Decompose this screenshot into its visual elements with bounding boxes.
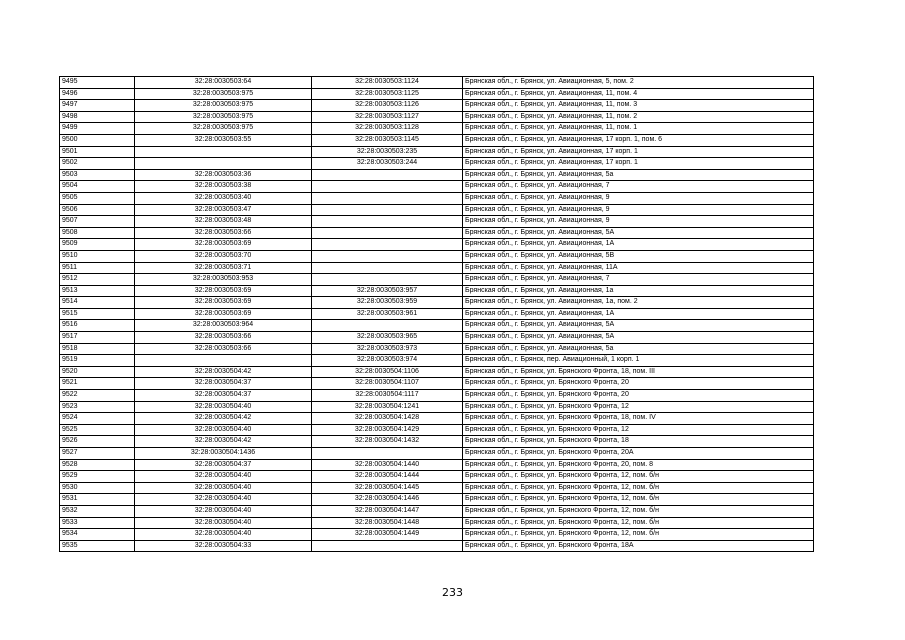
row-number-cell: 9516 xyxy=(60,320,135,332)
row-number-cell: 9531 xyxy=(60,494,135,506)
table-row xyxy=(60,424,814,436)
address-cell: Брянская обл., г. Брянск, ул. Авиационная, 9 xyxy=(463,216,814,228)
object-number-cell: 32:28:0030504:1429 xyxy=(312,424,463,436)
row-number-cell: 9535 xyxy=(60,540,135,552)
address-cell: Брянская обл., г. Брянск, ул. Авиационная, 1а, пом. 2 xyxy=(463,297,814,309)
object-number-cell xyxy=(312,320,463,332)
object-number-cell: 32:28:0030503:1125 xyxy=(312,88,463,100)
address-cell: Брянская обл., г. Брянск, ул. Брянского Фронта, 18А xyxy=(463,540,814,552)
row-number-cell: 9513 xyxy=(60,285,135,297)
object-number-cell: 32:28:0030504:1446 xyxy=(312,494,463,506)
address-cell: Брянская обл., г. Брянск, ул. Авиационная, 17 корп. 1 xyxy=(463,158,814,170)
table-row xyxy=(60,250,814,262)
table-row xyxy=(60,204,814,216)
table-row xyxy=(60,169,814,181)
table-row xyxy=(60,123,814,135)
cadastral-number-cell: 32:28:0030504:40 xyxy=(135,505,312,517)
object-number-cell: 32:28:0030503:1145 xyxy=(312,134,463,146)
address-cell: Брянская обл., г. Брянск, ул. Авиационная, 5а xyxy=(463,343,814,355)
cadastral-number-cell: 32:28:0030503:47 xyxy=(135,204,312,216)
address-cell: Брянская обл., г. Брянск, ул. Авиационная, 9 xyxy=(463,204,814,216)
address-cell: Брянская обл., г. Брянск, ул. Авиационная, 17 корп. 1, пом. 6 xyxy=(463,134,814,146)
table-row xyxy=(60,111,814,123)
address-cell: Брянская обл., г. Брянск, ул. Брянского Фронта, 12, пом. б/н xyxy=(463,494,814,506)
cadastral-number-cell: 32:28:0030504:37 xyxy=(135,390,312,402)
cadastral-number-cell: 32:28:0030503:70 xyxy=(135,250,312,262)
table-row xyxy=(60,448,814,460)
object-number-cell: 32:28:0030503:957 xyxy=(312,285,463,297)
cadastral-number-cell: 32:28:0030504:37 xyxy=(135,459,312,471)
row-number-cell: 9525 xyxy=(60,424,135,436)
row-number-cell: 9509 xyxy=(60,239,135,251)
address-cell: Брянская обл., г. Брянск, ул. Авиационная, 5а xyxy=(463,169,814,181)
table-row xyxy=(60,134,814,146)
row-number-cell: 9514 xyxy=(60,297,135,309)
address-cell: Брянская обл., г. Брянск, ул. Брянского Фронта, 12, пом. б/н xyxy=(463,505,814,517)
cadastral-number-cell: 32:28:0030504:1436 xyxy=(135,448,312,460)
object-number-cell xyxy=(312,239,463,251)
row-number-cell: 9519 xyxy=(60,355,135,367)
object-number-cell: 32:28:0030503:244 xyxy=(312,158,463,170)
object-number-cell xyxy=(312,540,463,552)
cadastral-number-cell: 32:28:0030503:975 xyxy=(135,100,312,112)
table-row xyxy=(60,274,814,286)
table-row xyxy=(60,482,814,494)
row-number-cell: 9500 xyxy=(60,134,135,146)
address-cell: Брянская обл., г. Брянск, ул. Авиационная, 11, пом. 2 xyxy=(463,111,814,123)
address-cell: Брянская обл., г. Брянск, ул. Авиационная, 11А xyxy=(463,262,814,274)
object-number-cell: 32:28:0030504:1106 xyxy=(312,366,463,378)
object-number-cell: 32:28:0030504:1448 xyxy=(312,517,463,529)
address-cell: Брянская обл., г. Брянск, ул. Авиационная, 1А xyxy=(463,239,814,251)
cadastral-number-cell: 32:28:0030504:33 xyxy=(135,540,312,552)
cadastral-number-cell: 32:28:0030503:71 xyxy=(135,262,312,274)
row-number-cell: 9510 xyxy=(60,250,135,262)
table-row xyxy=(60,413,814,425)
table-row xyxy=(60,343,814,355)
cadastral-number-cell: 32:28:0030503:69 xyxy=(135,297,312,309)
table-row xyxy=(60,540,814,552)
object-number-cell xyxy=(312,204,463,216)
table-row xyxy=(60,146,814,158)
table-row xyxy=(60,158,814,170)
address-cell: Брянская обл., г. Брянск, ул. Авиационная, 11, пом. 3 xyxy=(463,100,814,112)
row-number-cell: 9504 xyxy=(60,181,135,193)
row-number-cell: 9533 xyxy=(60,517,135,529)
address-cell: Брянская обл., г. Брянск, ул. Брянского Фронта, 20, пом. 8 xyxy=(463,459,814,471)
row-number-cell: 9529 xyxy=(60,471,135,483)
object-number-cell: 32:28:0030503:965 xyxy=(312,332,463,344)
row-number-cell: 9507 xyxy=(60,216,135,228)
address-cell: Брянская обл., г. Брянск, ул. Брянского Фронта, 12, пом. б/н xyxy=(463,529,814,541)
row-number-cell: 9522 xyxy=(60,390,135,402)
table-row xyxy=(60,297,814,309)
object-number-cell: 32:28:0030503:1124 xyxy=(312,77,463,89)
address-cell: Брянская обл., г. Брянск, ул. Брянского Фронта, 20 xyxy=(463,390,814,402)
table-row xyxy=(60,366,814,378)
address-cell: Брянская обл., г. Брянск, ул. Авиационная, 1а xyxy=(463,285,814,297)
cadastral-number-cell xyxy=(135,146,312,158)
cadastral-number-cell: 32:28:0030504:42 xyxy=(135,413,312,425)
table-body xyxy=(60,77,814,552)
object-number-cell: 32:28:0030503:959 xyxy=(312,297,463,309)
object-number-cell xyxy=(312,216,463,228)
address-cell: Брянская обл., г. Брянск, ул. Авиационная, 5А xyxy=(463,227,814,239)
object-number-cell: 32:28:0030504:1449 xyxy=(312,529,463,541)
table-row xyxy=(60,332,814,344)
row-number-cell: 9501 xyxy=(60,146,135,158)
table-row xyxy=(60,320,814,332)
address-cell: Брянская обл., г. Брянск, ул. Авиационная, 17 корп. 1 xyxy=(463,146,814,158)
table-row xyxy=(60,436,814,448)
cadastral-number-cell: 32:28:0030503:64 xyxy=(135,77,312,89)
row-number-cell: 9495 xyxy=(60,77,135,89)
object-number-cell: 32:28:0030504:1117 xyxy=(312,390,463,402)
cadastral-number-cell: 32:28:0030504:42 xyxy=(135,366,312,378)
cadastral-number-cell: 32:28:0030503:48 xyxy=(135,216,312,228)
cadastral-number-cell: 32:28:0030503:975 xyxy=(135,111,312,123)
address-cell: Брянская обл., г. Брянск, ул. Авиационная, 5В xyxy=(463,250,814,262)
address-cell: Брянская обл., г. Брянск, ул. Брянского Фронта, 20 xyxy=(463,378,814,390)
row-number-cell: 9520 xyxy=(60,366,135,378)
table-row xyxy=(60,100,814,112)
row-number-cell: 9534 xyxy=(60,529,135,541)
row-number-cell: 9517 xyxy=(60,332,135,344)
cadastral-table xyxy=(59,76,814,552)
table-row xyxy=(60,181,814,193)
object-number-cell: 32:28:0030504:1440 xyxy=(312,459,463,471)
object-number-cell: 32:28:0030504:1444 xyxy=(312,471,463,483)
cadastral-number-cell: 32:28:0030503:38 xyxy=(135,181,312,193)
row-number-cell: 9505 xyxy=(60,192,135,204)
address-cell: Брянская обл., г. Брянск, ул. Авиационная, 11, пом. 1 xyxy=(463,123,814,135)
row-number-cell: 9530 xyxy=(60,482,135,494)
cadastral-number-cell: 32:28:0030503:975 xyxy=(135,88,312,100)
cadastral-number-cell: 32:28:0030504:40 xyxy=(135,529,312,541)
cadastral-number-cell: 32:28:0030503:66 xyxy=(135,332,312,344)
address-cell: Брянская обл., г. Брянск, ул. Брянского Фронта, 18, пом. IV xyxy=(463,413,814,425)
cadastral-number-cell: 32:28:0030504:40 xyxy=(135,494,312,506)
object-number-cell: 32:28:0030504:1445 xyxy=(312,482,463,494)
address-cell: Брянская обл., г. Брянск, ул. Брянского Фронта, 12 xyxy=(463,424,814,436)
row-number-cell: 9532 xyxy=(60,505,135,517)
cadastral-number-cell: 32:28:0030503:66 xyxy=(135,343,312,355)
cadastral-number-cell: 32:28:0030504:37 xyxy=(135,378,312,390)
object-number-cell: 32:28:0030503:974 xyxy=(312,355,463,367)
table-row xyxy=(60,88,814,100)
table-row xyxy=(60,308,814,320)
row-number-cell: 9502 xyxy=(60,158,135,170)
address-cell: Брянская обл., г. Брянск, ул. Брянского Фронта, 18, пом. III xyxy=(463,366,814,378)
object-number-cell: 32:28:0030503:235 xyxy=(312,146,463,158)
cadastral-number-cell: 32:28:0030503:69 xyxy=(135,239,312,251)
table-row xyxy=(60,390,814,402)
cadastral-number-cell: 32:28:0030503:975 xyxy=(135,123,312,135)
object-number-cell: 32:28:0030504:1241 xyxy=(312,401,463,413)
cadastral-number-cell: 32:28:0030503:55 xyxy=(135,134,312,146)
address-cell: Брянская обл., г. Брянск, ул. Брянского Фронта, 12 xyxy=(463,401,814,413)
table-row xyxy=(60,505,814,517)
object-number-cell: 32:28:0030504:1432 xyxy=(312,436,463,448)
object-number-cell: 32:28:0030504:1447 xyxy=(312,505,463,517)
row-number-cell: 9511 xyxy=(60,262,135,274)
cadastral-number-cell: 32:28:0030504:40 xyxy=(135,424,312,436)
address-cell: Брянская обл., г. Брянск, ул. Авиационная, 5А xyxy=(463,320,814,332)
row-number-cell: 9527 xyxy=(60,448,135,460)
table-row xyxy=(60,401,814,413)
table-row xyxy=(60,459,814,471)
row-number-cell: 9526 xyxy=(60,436,135,448)
object-number-cell xyxy=(312,227,463,239)
row-number-cell: 9518 xyxy=(60,343,135,355)
row-number-cell: 9499 xyxy=(60,123,135,135)
cadastral-number-cell: 32:28:0030503:69 xyxy=(135,285,312,297)
cadastral-number-cell: 32:28:0030503:953 xyxy=(135,274,312,286)
cadastral-number-cell xyxy=(135,158,312,170)
object-number-cell xyxy=(312,448,463,460)
row-number-cell: 9506 xyxy=(60,204,135,216)
cadastral-number-cell: 32:28:0030503:36 xyxy=(135,169,312,181)
row-number-cell: 9503 xyxy=(60,169,135,181)
cadastral-number-cell xyxy=(135,355,312,367)
cadastral-number-cell: 32:28:0030503:40 xyxy=(135,192,312,204)
table-row xyxy=(60,378,814,390)
table-row xyxy=(60,285,814,297)
address-cell: Брянская обл., г. Брянск, ул. Авиационная, 9 xyxy=(463,192,814,204)
object-number-cell xyxy=(312,262,463,274)
cadastral-number-cell: 32:28:0030504:42 xyxy=(135,436,312,448)
row-number-cell: 9524 xyxy=(60,413,135,425)
address-cell: Брянская обл., г. Брянск, ул. Брянского Фронта, 12, пом. б/н xyxy=(463,517,814,529)
row-number-cell: 9512 xyxy=(60,274,135,286)
object-number-cell xyxy=(312,274,463,286)
row-number-cell: 9528 xyxy=(60,459,135,471)
address-cell: Брянская обл., г. Брянск, ул. Авиационная, 5А xyxy=(463,332,814,344)
object-number-cell xyxy=(312,250,463,262)
object-number-cell xyxy=(312,181,463,193)
table-row xyxy=(60,216,814,228)
object-number-cell: 32:28:0030503:1127 xyxy=(312,111,463,123)
object-number-cell: 32:28:0030503:961 xyxy=(312,308,463,320)
cadastral-number-cell: 32:28:0030504:40 xyxy=(135,471,312,483)
cadastral-number-cell: 32:28:0030503:69 xyxy=(135,308,312,320)
cadastral-number-cell: 32:28:0030503:964 xyxy=(135,320,312,332)
cadastral-number-cell: 32:28:0030504:40 xyxy=(135,517,312,529)
table-row xyxy=(60,471,814,483)
object-number-cell: 32:28:0030503:1128 xyxy=(312,123,463,135)
address-cell: Брянская обл., г. Брянск, ул. Брянского Фронта, 20А xyxy=(463,448,814,460)
row-number-cell: 9521 xyxy=(60,378,135,390)
row-number-cell: 9498 xyxy=(60,111,135,123)
address-cell: Брянская обл., г. Брянск, ул. Авиационная, 7 xyxy=(463,274,814,286)
cadastral-number-cell: 32:28:0030504:40 xyxy=(135,401,312,413)
object-number-cell: 32:28:0030503:973 xyxy=(312,343,463,355)
address-cell: Брянская обл., г. Брянск, ул. Авиационная, 7 xyxy=(463,181,814,193)
table-row xyxy=(60,192,814,204)
address-cell: Брянская обл., г. Брянск, пер. Авиационный, 1 корп. 1 xyxy=(463,355,814,367)
row-number-cell: 9523 xyxy=(60,401,135,413)
object-number-cell: 32:28:0030503:1126 xyxy=(312,100,463,112)
object-number-cell xyxy=(312,169,463,181)
object-number-cell: 32:28:0030504:1428 xyxy=(312,413,463,425)
table-row xyxy=(60,227,814,239)
page-number: 233 xyxy=(442,586,463,599)
table-row xyxy=(60,517,814,529)
table-row xyxy=(60,355,814,367)
address-cell: Брянская обл., г. Брянск, ул. Авиационная, 11, пом. 4 xyxy=(463,88,814,100)
table-row xyxy=(60,77,814,89)
table-row xyxy=(60,239,814,251)
row-number-cell: 9497 xyxy=(60,100,135,112)
table-row xyxy=(60,494,814,506)
object-number-cell xyxy=(312,192,463,204)
address-cell: Брянская обл., г. Брянск, ул. Брянского Фронта, 12, пом. б/н xyxy=(463,471,814,483)
address-cell: Брянская обл., г. Брянск, ул. Брянского Фронта, 12, пом. б/н xyxy=(463,482,814,494)
object-number-cell: 32:28:0030504:1107 xyxy=(312,378,463,390)
row-number-cell: 9515 xyxy=(60,308,135,320)
address-cell: Брянская обл., г. Брянск, ул. Брянского Фронта, 18 xyxy=(463,436,814,448)
row-number-cell: 9508 xyxy=(60,227,135,239)
table-row xyxy=(60,262,814,274)
address-cell: Брянская обл., г. Брянск, ул. Авиационная, 5, пом. 2 xyxy=(463,77,814,89)
table-row xyxy=(60,529,814,541)
cadastral-number-cell: 32:28:0030504:40 xyxy=(135,482,312,494)
address-cell: Брянская обл., г. Брянск, ул. Авиационная, 1А xyxy=(463,308,814,320)
cadastral-number-cell: 32:28:0030503:66 xyxy=(135,227,312,239)
row-number-cell: 9496 xyxy=(60,88,135,100)
